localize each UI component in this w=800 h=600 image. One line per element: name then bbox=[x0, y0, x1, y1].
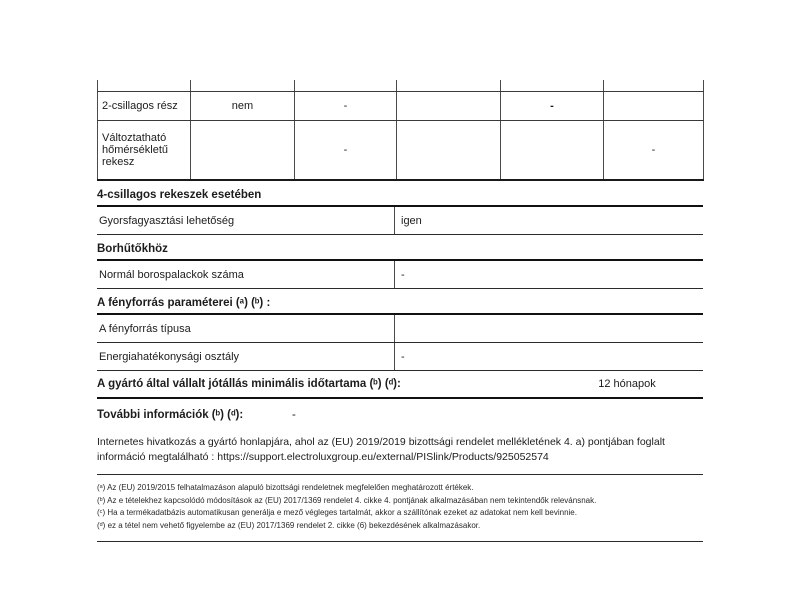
row-label-two-star: 2-csillagos rész bbox=[98, 92, 191, 121]
table-row bbox=[98, 121, 704, 181]
guarantee-value: 12 hónapok bbox=[598, 378, 656, 390]
footnote-a: (ᵃ) Az (EU) 2019/2015 felhatalmazáson alapuló bizottsági rendeletnek megfelelően meghatározott értékek. bbox=[97, 483, 474, 492]
row-label: A fényforrás típusa bbox=[99, 322, 191, 335]
row-label: Energiahatékonysági osztály bbox=[99, 350, 240, 363]
cell-value bbox=[191, 121, 295, 181]
more-info-label: További információk (ᵇ) (ᵈ): bbox=[97, 409, 244, 421]
cell-value: nem bbox=[191, 92, 295, 121]
divider-bottom bbox=[97, 541, 703, 542]
cell-value bbox=[397, 92, 501, 121]
footnote-d: (ᵈ) ez a tétel nem vehető figyelembe az (EU) 2017/1369 rendelet 2. cikke (6) bekezdésének alkalmazásakor. bbox=[97, 520, 481, 530]
section-header-four-star: 4-csillagos rekeszek esetében bbox=[97, 181, 703, 207]
footnote-c: (ᶜ) Ha a termékadatbázis automatikusan generálja e mező végleges tartalmát, akkor a szállítónak ezeket az adatokat nem kell bevinnie. bbox=[97, 508, 577, 517]
row-light-type bbox=[97, 315, 703, 343]
row-value bbox=[394, 315, 703, 342]
row-label: Normál borospalackok száma bbox=[99, 268, 244, 281]
cell-value: - bbox=[604, 121, 704, 181]
manufacturer-link-paragraph bbox=[97, 435, 703, 465]
compartment-table bbox=[97, 80, 704, 181]
link-paragraph-text: Internetes hivatkozás a gyártó honlapjára, ahol az (EU) 2019/2019 bizottsági rendelet mellékletének 4. a) pontjában foglalt információ megtalálható : bbox=[97, 436, 665, 463]
cell-value bbox=[604, 92, 704, 121]
footnotes-block bbox=[97, 475, 703, 532]
row-value: - bbox=[394, 261, 703, 288]
row-label: Gyorsfagyasztási lehetőség bbox=[99, 214, 235, 227]
row-value: - bbox=[394, 343, 703, 370]
guarantee-label: A gyártó által vállalt jótállás minimális időtartama (ᵇ) (ᵈ): bbox=[97, 378, 401, 390]
footnote-b: (ᵇ) Az e tételekhez kapcsolódó módosítások az (EU) 2017/1369 rendelet 4. cikke 4. pontjának alkalmazásában nem tekintendők relevánsnak. bbox=[97, 495, 597, 505]
cell-value: - bbox=[295, 92, 397, 121]
row-more-info bbox=[97, 409, 703, 425]
datasheet-content bbox=[97, 80, 703, 542]
more-info-value: - bbox=[292, 409, 296, 421]
product-info-link[interactable]: https://support.electroluxgroup.eu/external/PISlink/Products/925052574 bbox=[217, 451, 549, 463]
row-quick-freeze bbox=[97, 207, 703, 235]
row-wine-bottles bbox=[97, 261, 703, 289]
table-row bbox=[98, 92, 704, 121]
cell-value: - bbox=[501, 92, 604, 121]
row-label-variable-temp: Változtatható hőmérsékletű rekesz bbox=[98, 121, 191, 181]
row-value: igen bbox=[394, 207, 703, 234]
section-header-wine: Borhűtőkhöz bbox=[97, 235, 703, 261]
row-energy-class bbox=[97, 343, 703, 371]
cell-value: - bbox=[295, 121, 397, 181]
cell-value bbox=[397, 121, 501, 181]
row-guarantee-duration bbox=[97, 371, 703, 399]
table-row-continued bbox=[98, 80, 704, 92]
section-header-light-source: A fényforrás paraméterei (ᵃ) (ᵇ) : bbox=[97, 289, 703, 315]
cell-value bbox=[501, 121, 604, 181]
